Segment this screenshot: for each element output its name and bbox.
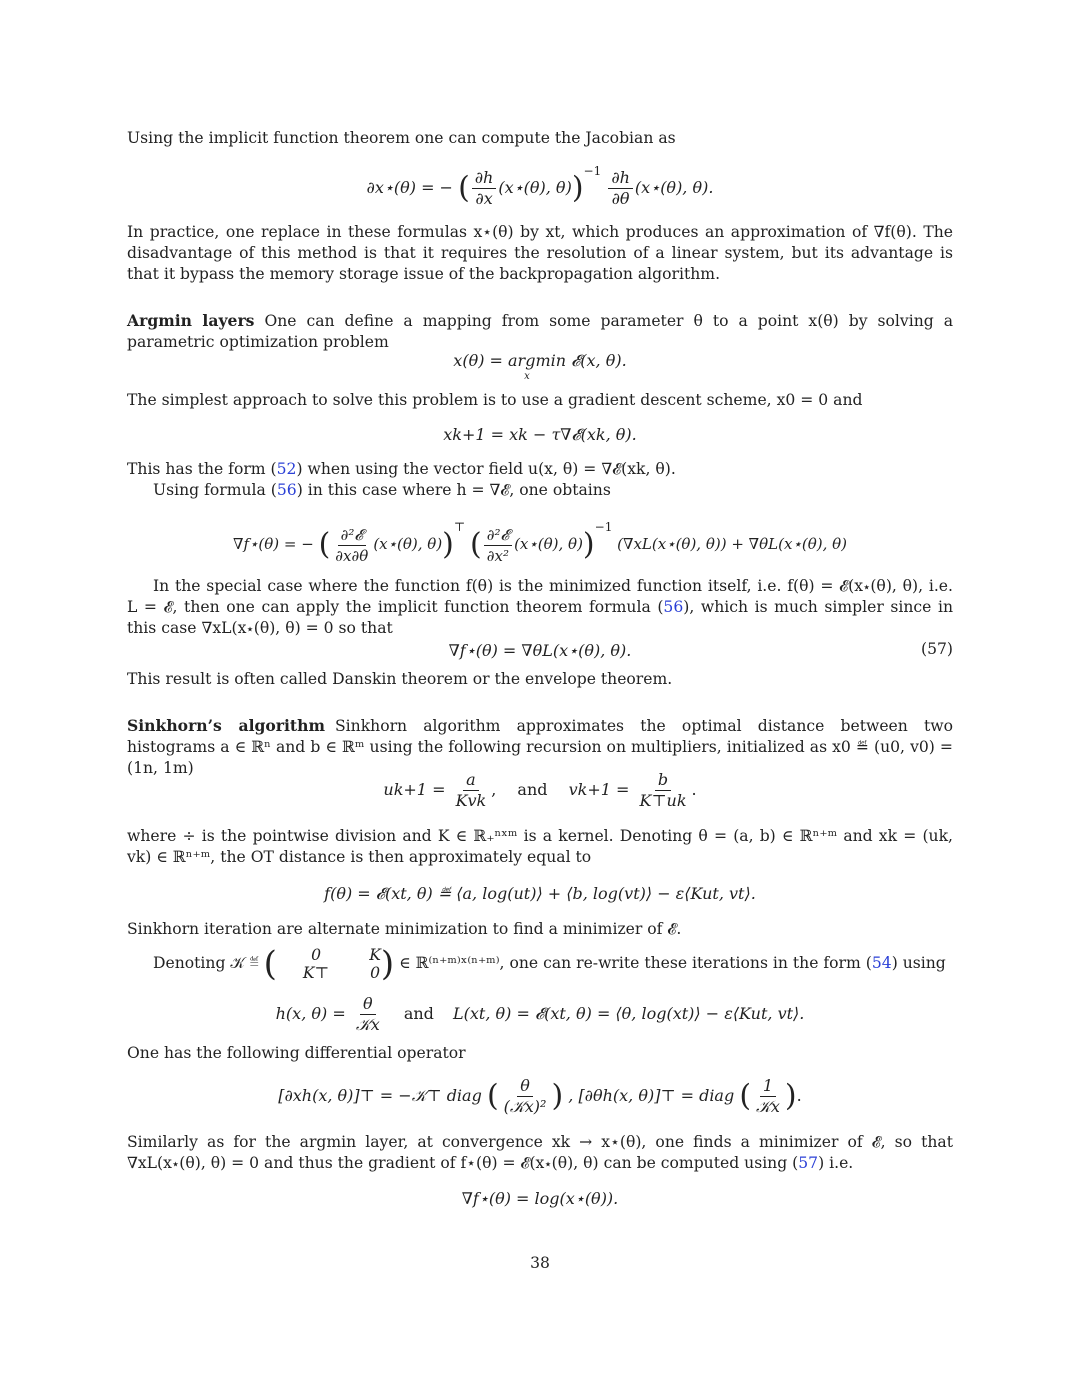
- equation-jacobian: ∂x⋆(θ) = − ( $\frac{\partial h}{\partial x}$ (x⋆(θ), θ))$^{-1}$ $\frac{\partial h}{\partial\theta}$ (x⋆(θ), θ).: [366, 164, 714, 208]
- page-number: 38: [530, 1254, 550, 1272]
- sk-and: and: [517, 780, 548, 799]
- danskin-eq: ∇f⋆(θ) = ∇θL(x⋆(θ), θ).: [448, 641, 632, 660]
- denot-text-b: ∈ ℝ⁽ⁿ⁺ᵐ⁾ˣ⁽ⁿ⁺ᵐ⁾, one can re-write these iterations in the form (: [399, 954, 872, 972]
- ref-54-link[interactable]: 54: [871, 954, 892, 972]
- grad-den1: ∂x∂θ: [335, 546, 369, 565]
- do-lhs: [∂xh(x, θ)]⊤ = −𝒦⊤ diag: [278, 1086, 482, 1105]
- grad-transpose: ⊤: [453, 520, 466, 534]
- grad-rhs: (∇xL(x⋆(θ), θ)) + ∇θL(x⋆(θ), θ): [617, 535, 848, 553]
- ref-56-link[interactable]: 56: [276, 481, 297, 499]
- ref-57-link[interactable]: 57: [798, 1154, 819, 1172]
- sk-v-den: K⊤uk: [639, 791, 687, 810]
- equation-number-57: (57): [920, 640, 953, 658]
- equation-ot-distance: [127, 883, 953, 905]
- grad-lhs: ∇f⋆(θ) = −: [232, 535, 314, 553]
- jac-lhs: ∂x⋆(θ) = −: [366, 178, 453, 197]
- do-den1: (𝒦x)²: [503, 1097, 547, 1116]
- argmin-heading: Argmin layers: [127, 311, 255, 330]
- kernel-block-matrix: [277, 946, 381, 982]
- paragraph-gradient-descent: The simplest approach to solve this problem is to use a gradient descent scheme, x0 = 0 and: [127, 391, 863, 409]
- ref-56-link-2[interactable]: 56: [663, 598, 684, 616]
- sinkhorn-heading: Sinkhorn’s algorithm: [127, 716, 325, 735]
- equation-h-and-L: [127, 994, 953, 1035]
- special-text-a: In the special case where the function f(θ) is the minimized function itself, i.e. f(θ) = 𝓔(x⋆(θ), θ), i.e. L = 𝓔, then one can apply the implicit function theorem formula (: [127, 577, 953, 616]
- mat-01: K: [369, 946, 381, 964]
- paragraph-danskin: This result is often called Danskin theorem or the envelope theorem.: [127, 670, 673, 688]
- equation-argmin: [127, 350, 953, 382]
- paragraph-in-practice: In practice, one replace in these formulas x⋆(θ) by xt, which produces an approximation of ∇f(θ). The disadvantage of this method is that it requires the resolution of a linear system, but its advantage is that it bypass the memory storage issue of the backpropagation algorithm.: [127, 223, 953, 283]
- similar-text-a: Similarly as for the argmin layer, at convergence xk → x⋆(θ), one finds a minimizer of 𝓔, so that ∇xL(x⋆(θ), θ) = 0 and thus the gradient of f⋆(θ) = 𝓔(x⋆(θ), θ) can be computed using (: [127, 1133, 953, 1172]
- jac-exponent: −1: [583, 164, 602, 178]
- paragraph-argmin-layers: [127, 310, 953, 353]
- equation-gradient-step: [127, 424, 953, 446]
- sk-u-den: Kvk: [455, 791, 487, 810]
- sk-v-lhs: vk+1 =: [568, 780, 630, 799]
- paragraph-denoting: Denoting 𝒦 ≝ ( 0 K K⊤ 0 ) ∈ ℝ⁽ⁿ⁺ᵐ⁾ˣ⁽ⁿ⁺ᵐ⁾, one can re-write these iterations in the form (54) using: [153, 944, 946, 984]
- argmin-text: One can define a mapping from some parameter θ to a point x(θ) by solving a parametric optimization problem: [127, 312, 954, 351]
- equation-sinkhorn-updates: uk+1 = $\frac{a}{\text{Kvk}}$ , and vk+1 = $\frac{b}{K⊤uk}$ .: [383, 770, 697, 810]
- h-num: θ: [360, 994, 376, 1015]
- jac-den1: ∂x: [475, 189, 493, 208]
- ot-eq: f(θ) = 𝓔(xt, θ) ≝ ⟨a, log(ut)⟩ + ⟨b, log(vt)⟩ − ε⟨Kut, vt⟩.: [324, 884, 756, 903]
- paragraph-where: where ÷ is the pointwise division and K ∈ ℝ₊ⁿˣᵐ is a kernel. Denoting θ = (a, b) ∈ ℝⁿ⁺ᵐ and xk = (uk, vk) ∈ ℝⁿ⁺ᵐ, the OT distance is then approximately equal to: [127, 827, 953, 866]
- paragraph-sinkhorn-iteration: Sinkhorn iteration are alternate minimization to find a minimizer of 𝓔.: [127, 920, 682, 938]
- grad-num1: ∂²𝓔: [338, 525, 366, 546]
- paragraph-similarly: [127, 1132, 953, 1174]
- equation-differential-operator: [∂xh(x, θ)]⊤ = −𝒦⊤ diag ( $\frac{\theta}{\text{(𝒦x)²}}$ ) , [∂θh(x, θ)]⊤ = diag ( $\frac{1}{\text{𝒦x}}$ ).: [278, 1076, 802, 1116]
- equation-final: [127, 1188, 953, 1210]
- paragraph-form: [127, 459, 953, 480]
- h-rhs: L(xt, θ) = 𝓔(xt, θ) = ⟨θ, log(xt)⟩ − ε⟨Kut, vt⟩.: [453, 1004, 805, 1023]
- sk-u-lhs: uk+1 =: [383, 780, 446, 799]
- grad-arg2: (x⋆(θ), θ): [514, 535, 583, 553]
- paragraph-differential-operator: One has the following differential operator: [127, 1044, 466, 1062]
- jac-arg1: (x⋆(θ), θ): [498, 178, 572, 197]
- final-eq: ∇f⋆(θ) = log(x⋆(θ)).: [461, 1189, 619, 1208]
- form-text-a: This has the form (: [127, 460, 277, 478]
- jac-den2: ∂θ: [611, 189, 630, 208]
- sinkhorn-text: Sinkhorn algorithm approximates the optimal distance between two histograms a ∈ ℝⁿ and b ∈ ℝᵐ using the following recursion on multipliers, initialized as x0 ≝ (u0, v0) = (1n, 1m): [127, 717, 953, 777]
- mat-00: 0: [311, 946, 321, 964]
- jac-arg2: (x⋆(θ), θ).: [634, 178, 714, 197]
- paragraph-special-case: [127, 576, 953, 639]
- do-num1: θ: [517, 1076, 533, 1097]
- grad-num2: ∂²𝓔: [484, 525, 512, 546]
- paragraph-jacobian-intro: Using the implicit function theorem one can compute the Jacobian as: [127, 129, 676, 147]
- sk-v-num: b: [655, 770, 671, 791]
- jac-num2: ∂h: [608, 168, 633, 189]
- ref-52-link[interactable]: 52: [276, 460, 297, 478]
- using-text-b: ) in this case where h = ∇𝓔, one obtains: [296, 481, 611, 499]
- equation-danskin: [127, 640, 953, 662]
- denot-text-a: Denoting 𝒦 ≝: [153, 954, 259, 972]
- using-text-a: Using formula (: [153, 481, 277, 499]
- grad-exponent: −1: [594, 520, 613, 534]
- h-den: 𝒦x: [355, 1015, 380, 1034]
- equation-gradient-fstar: ∇f⋆(θ) = − ( $\frac{\text{∂²𝓔}}{\partial x\partial\theta}$ (x⋆(θ), θ))⊤ ( $\frac{\text{∂²𝓔}}{\text{∂x²}}$ (x⋆(θ), θ))$^{-1}$ (∇xL(x⋆(θ), θ)) + ∇θL(x⋆(θ), θ): [232, 520, 848, 565]
- denot-text-c: ) using: [891, 954, 946, 972]
- grad-den2: ∂x²: [486, 546, 509, 565]
- argmin-eq: x(θ) = argmin 𝓔(x, θ).: [453, 351, 627, 370]
- do-num2: 1: [760, 1076, 776, 1097]
- grad-arg1: (x⋆(θ), θ): [373, 535, 443, 553]
- h-lhs: h(x, θ) =: [275, 1004, 346, 1023]
- gd-eq: xk+1 = xk − τ∇𝓔(xk, θ).: [443, 425, 637, 444]
- jac-num1: ∂h: [472, 168, 497, 189]
- sk-u-num: a: [463, 770, 479, 791]
- paragraph-using-formula: [127, 480, 953, 501]
- special-text-b: ), which is much simpler since in this case ∇xL(x⋆(θ), θ) = 0 so that: [127, 598, 953, 637]
- h-and: and: [403, 1004, 434, 1023]
- do-den2: 𝒦x: [756, 1097, 780, 1116]
- mat-10: K⊤: [302, 964, 330, 982]
- mat-11: 0: [370, 964, 380, 982]
- argmin-subscript: x: [524, 371, 530, 382]
- similar-text-b: ) i.e.: [818, 1154, 854, 1172]
- do-mid: , [∂θh(x, θ)]⊤ = diag: [568, 1086, 735, 1105]
- form-text-b: ) when using the vector field u(x, θ) = ∇𝓔(xk, θ).: [296, 460, 676, 478]
